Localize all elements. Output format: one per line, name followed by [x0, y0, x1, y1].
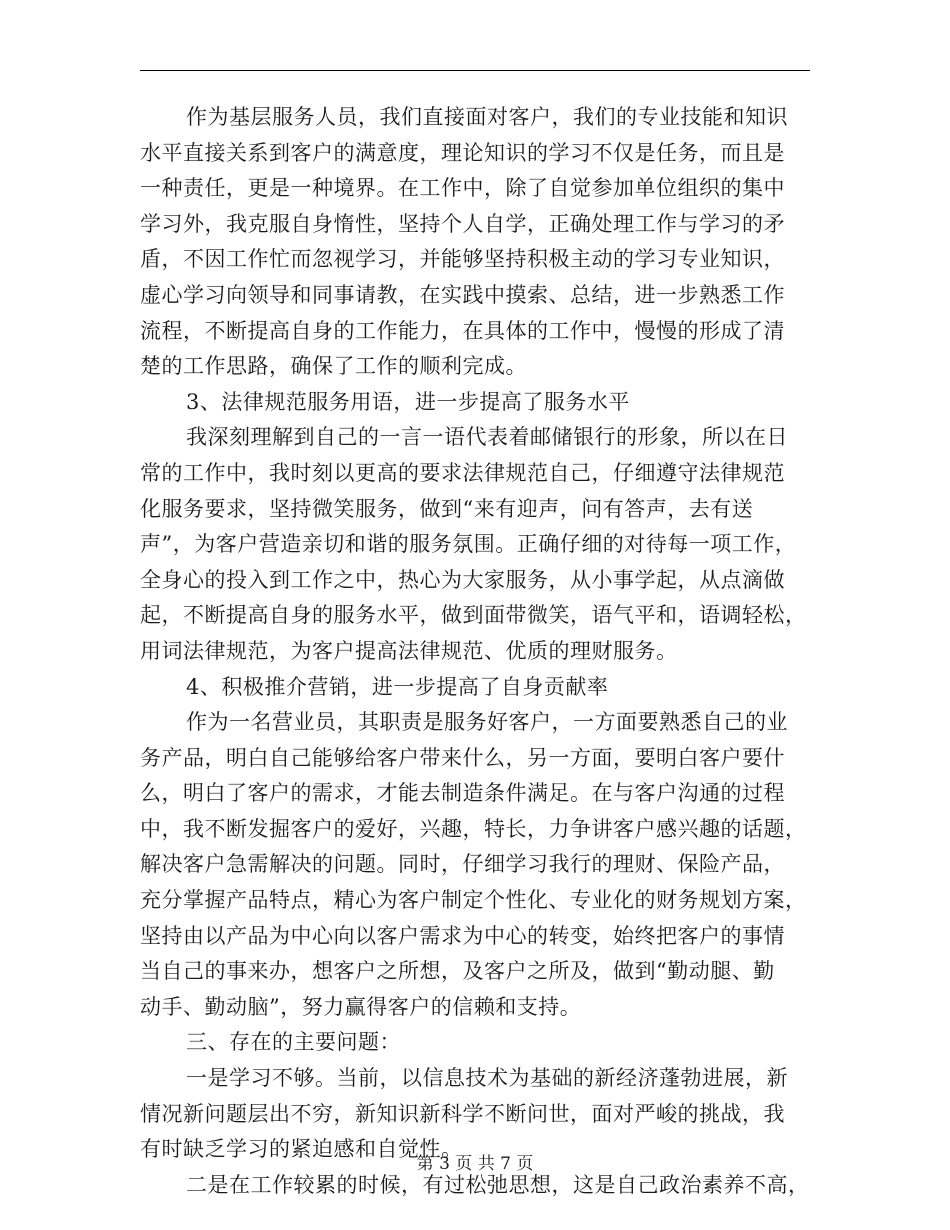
text-line: 有时缺乏学习的紧迫感和自觉性。 — [140, 1137, 463, 1162]
text-line: 水平直接关系到客户的满意度，理论知识的学习不仅是任务，而且是 — [140, 140, 785, 165]
text-line: 全身心的投入到工作之中，热心为大家服务，从小事学起，从点滴做 — [140, 567, 785, 592]
text-line: 我深刻理解到自己的一言一语代表着邮储银行的形象，所以在日 — [186, 425, 788, 450]
section-heading: 三、存在的主要问题： — [186, 1030, 401, 1055]
header-rule — [140, 70, 810, 71]
text-line: 二是在工作较累的时候，有过松弛思想，这是自己政治素养不高， — [186, 1172, 810, 1197]
text-line: 化服务要求，坚持微笑服务，做到“来有迎声，问有答声，去有送 — [140, 496, 754, 521]
text-line: 务产品，明白自己能够给客户带来什么，另一方面，要明白客户要什 — [140, 745, 785, 770]
text-line: 当自己的事来办，想客户之所想，及客户之所及，做到“勤动腿、勤 — [140, 959, 775, 984]
text-line: 坚持由以产品为中心向以客户需求为中心的转变，始终把客户的事情 — [140, 923, 785, 948]
text-line: 一是学习不够。当前，以信息技术为基础的新经济蓬勃进展，新 — [186, 1066, 788, 1091]
text-line: 声”，为客户营造亲切和谐的服务氛围。正确仔细的对待每一项工作， — [140, 532, 797, 557]
text-line: 作为一名营业员，其职责是服务好客户，一方面要熟悉自己的业 — [186, 710, 788, 735]
text-line: 用词法律规范，为客户提高法律规范、优质的理财服务。 — [140, 638, 678, 663]
text-line: 起，不断提高自身的服务水平，做到面带微笑，语气平和，语调轻松， — [140, 603, 807, 628]
text-line: 么，明白了客户的需求，才能去制造条件满足。在与客户沟通的过程 — [140, 781, 785, 806]
text-line: 一种责任，更是一种境界。在工作中，除了自觉参加单位组织的集中 — [140, 176, 785, 201]
page-number: 第 3 页 共 7 页 — [416, 1154, 534, 1174]
section-heading: 4、积极推介营销，进一步提高了自身贡献率 — [186, 674, 609, 699]
text-line: 解决客户急需解决的问题。同时，仔细学习我行的理财、保险产品， — [140, 852, 785, 877]
text-line: 充分掌握产品特点，精心为客户制定个性化、专业化的财务规划方案， — [140, 888, 807, 913]
text-line: 中，我不断发掘客户的爱好，兴趣，特长，力争讲客户感兴趣的话题， — [140, 816, 807, 841]
text-line: 盾，不因工作忙而忽视学习，并能够坚持积极主动的学习专业知识， — [140, 247, 785, 272]
text-line: 常的工作中，我时刻以更高的要求法律规范自己，仔细遵守法律规范 — [140, 460, 785, 485]
text-line: 作为基层服务人员，我们直接面对客户，我们的专业技能和知识 — [186, 105, 788, 129]
text-line: 动手、勤动脑”，努力赢得客户的信赖和支持。 — [140, 994, 582, 1019]
text-line: 学习外，我克服自身惰性，坚持个人自学，正确处理工作与学习的矛 — [140, 211, 785, 236]
text-line: 流程，不断提高自身的工作能力，在具体的工作中，慢慢的形成了清 — [140, 318, 785, 343]
body-text — [140, 100, 815, 1203]
section-heading: 3、法律规范服务用语，进一步提高了服务水平 — [186, 389, 630, 414]
text-line: 楚的工作思路，确保了工作的顺利完成。 — [140, 354, 527, 379]
text-line: 虚心学习向领导和同事请教，在实践中摸索、总结，进一步熟悉工作 — [140, 282, 785, 307]
text-line: 情况新问题层出不穷，新知识新科学不断问世，面对严峻的挑战，我 — [140, 1101, 785, 1126]
